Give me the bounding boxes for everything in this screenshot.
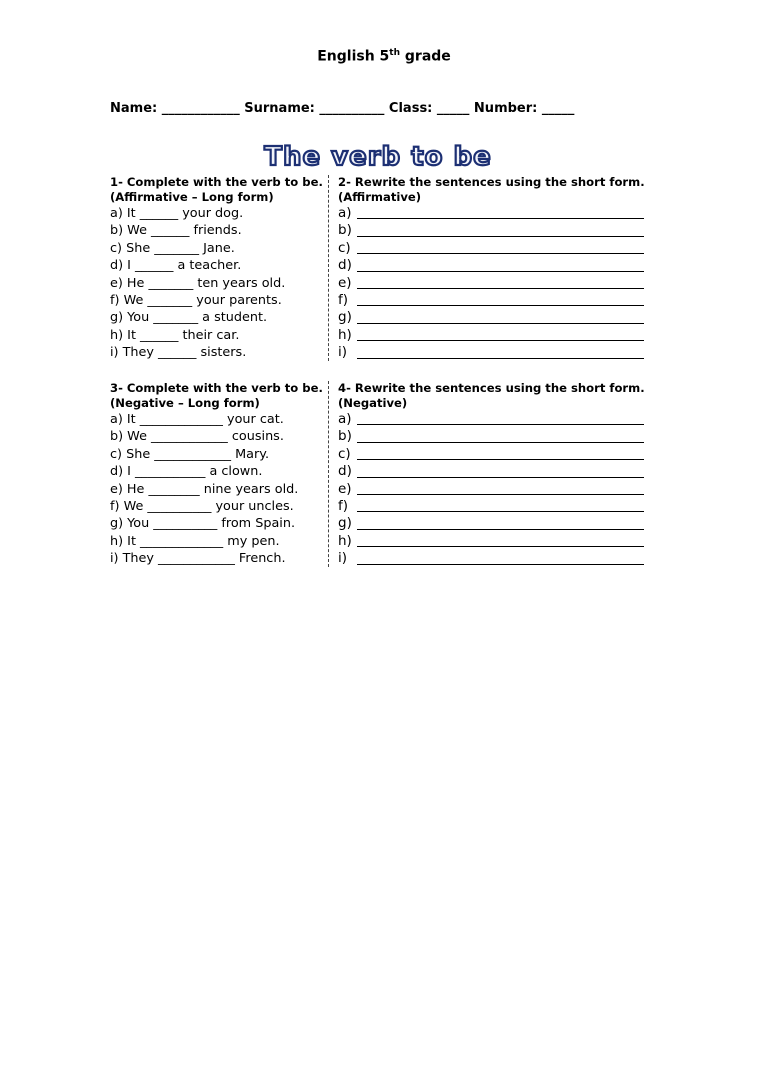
exercise-item: b) We ______ friends. <box>110 223 242 239</box>
exercise-4-title: 4- Rewrite the sentences using the short form. <box>338 381 645 395</box>
answer-line <box>338 309 650 326</box>
answer-letter: b) <box>338 222 352 239</box>
blank-line <box>357 358 644 359</box>
exercise-block-affirmative <box>110 175 650 361</box>
blank-line <box>357 442 644 443</box>
answer-letter: g) <box>338 515 352 532</box>
answer-line <box>338 240 650 257</box>
exercise-item: b) We ____________ cousins. <box>110 429 284 445</box>
exercise-item: a) It ______ your dog. <box>110 206 244 221</box>
answer-letter: d) <box>338 257 352 274</box>
page-title <box>0 48 768 65</box>
exercise-item: i) They ______ sisters. <box>110 345 247 361</box>
exercise-1-subtitle: (Affirmative – Long form) <box>110 190 274 204</box>
exercise-item: c) She ____________ Mary. <box>110 446 270 462</box>
blank-line <box>357 459 644 460</box>
answer-letter: i) <box>338 550 348 567</box>
answer-letter: d) <box>338 463 352 480</box>
answer-letter: b) <box>338 428 352 445</box>
blank-line <box>357 340 644 341</box>
answer-line <box>338 481 650 498</box>
blank-line <box>357 218 644 219</box>
blank-line <box>357 494 644 495</box>
answer-line <box>338 550 650 567</box>
exercise-1-items <box>110 205 326 362</box>
exercise-3-subtitle: (Negative – Long form) <box>110 396 260 410</box>
exercise-item: h) It ______ their car. <box>110 327 240 343</box>
exercise-1 <box>110 175 326 362</box>
answer-letter: g) <box>338 309 352 326</box>
exercise-block-negative <box>110 381 650 567</box>
answer-line <box>338 533 650 550</box>
answer-letter: f) <box>338 291 349 308</box>
exercise-3-items <box>110 411 326 568</box>
wordart-text: The verb to be <box>264 142 492 172</box>
exercise-item: e) He _______ ten years old. <box>110 275 286 291</box>
answer-line <box>338 205 650 222</box>
exercise-item: g) You _______ a student. <box>110 310 268 326</box>
exercise-item: h) It _____________ my pen. <box>110 533 280 549</box>
answer-letter: e) <box>338 480 352 497</box>
blank-line <box>357 424 644 425</box>
exercise-1-title: 1- Complete with the verb to be. <box>110 175 323 189</box>
answer-line <box>338 327 650 344</box>
answer-line <box>338 446 650 463</box>
column-divider <box>328 175 329 361</box>
answer-letter: c) <box>338 239 351 256</box>
answer-line <box>338 222 650 239</box>
answer-letter: a) <box>338 205 352 221</box>
answer-line <box>338 428 650 445</box>
blank-line <box>357 477 644 478</box>
exercise-item: f) We __________ your uncles. <box>110 498 294 514</box>
exercise-item: d) I ___________ a clown. <box>110 464 263 480</box>
answer-line <box>338 498 650 515</box>
exercise-4-items <box>338 411 650 568</box>
blank-line <box>357 271 644 272</box>
exercise-item: e) He ________ nine years old. <box>110 481 299 497</box>
blank-line <box>357 564 644 565</box>
answer-line <box>338 275 650 292</box>
blank-line <box>357 305 644 306</box>
exercise-2-subtitle: (Affirmative) <box>338 190 422 204</box>
answer-letter: f) <box>338 497 349 514</box>
answer-letter: a) <box>338 411 352 427</box>
exercise-4-subtitle: (Negative) <box>338 396 408 410</box>
exercise-2-items <box>338 205 650 362</box>
exercise-4 <box>338 381 650 568</box>
student-info-line: Name: ____________ Surname: __________ Class: _____ Number: _____ <box>110 101 575 116</box>
answer-letter: e) <box>338 274 352 291</box>
blank-line <box>357 323 644 324</box>
exercise-2 <box>338 175 650 362</box>
exercise-item: i) They ____________ French. <box>110 551 286 567</box>
title-superscript: th <box>389 48 401 58</box>
exercise-3-title: 3- Complete with the verb to be. <box>110 381 323 395</box>
exercise-2-title: 2- Rewrite the sentences using the short form. <box>338 175 645 189</box>
answer-letter: i) <box>338 344 348 361</box>
blank-line <box>357 253 644 254</box>
exercise-item: g) You __________ from Spain. <box>110 516 296 532</box>
answer-letter: h) <box>338 532 352 549</box>
exercise-item: c) She _______ Jane. <box>110 240 235 256</box>
exercise-item: a) It _____________ your cat. <box>110 412 284 427</box>
exercise-3 <box>110 381 326 568</box>
answer-line <box>338 463 650 480</box>
answer-line <box>338 292 650 309</box>
verb-to-be-wordart <box>246 138 510 174</box>
title-text: English 5 <box>317 48 390 65</box>
title-tail: grade <box>400 48 451 65</box>
answer-line <box>338 344 650 361</box>
answer-line <box>338 257 650 274</box>
answer-line <box>338 411 650 428</box>
blank-line <box>357 236 644 237</box>
exercise-item: d) I ______ a teacher. <box>110 258 242 274</box>
blank-line <box>357 529 644 530</box>
answer-letter: h) <box>338 326 352 343</box>
column-divider <box>328 381 329 567</box>
answer-letter: c) <box>338 445 351 462</box>
blank-line <box>357 546 644 547</box>
blank-line <box>357 511 644 512</box>
exercise-item: f) We _______ your parents. <box>110 292 282 308</box>
blank-line <box>357 288 644 289</box>
answer-line <box>338 515 650 532</box>
